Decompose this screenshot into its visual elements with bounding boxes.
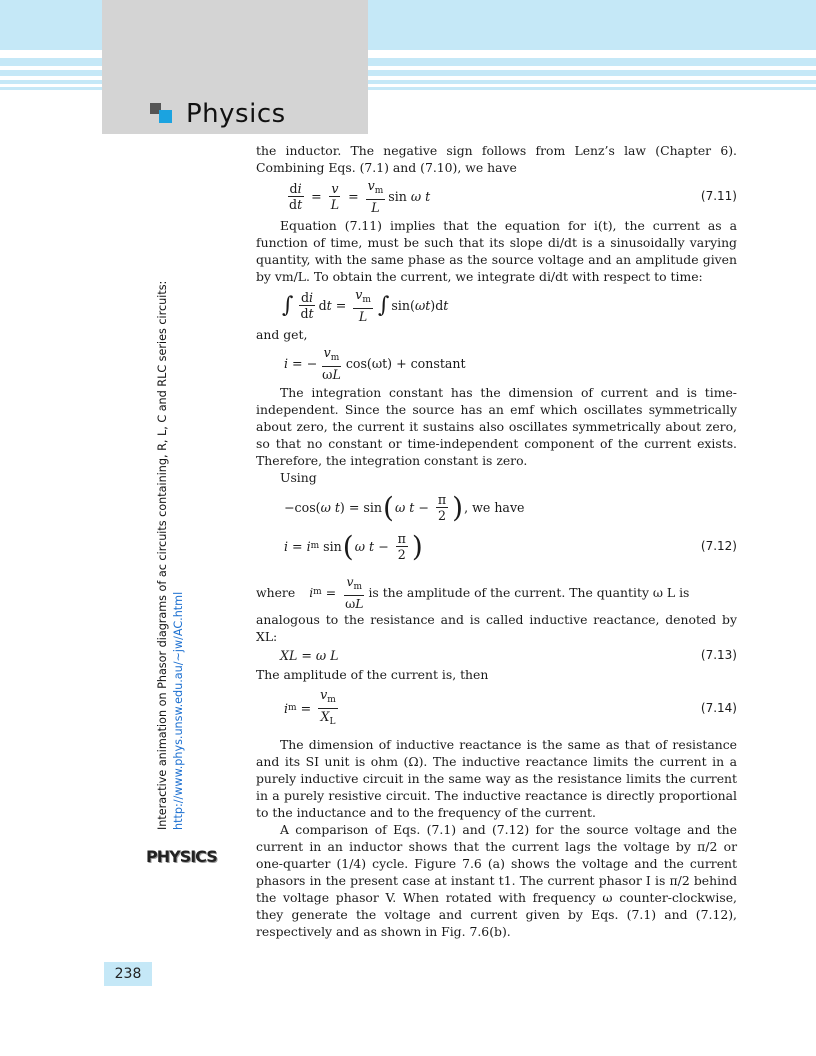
- sidebar-link[interactable]: http://www.phys.unsw.edu.au/~jw/AC.html: [172, 591, 185, 830]
- paragraph: The amplitude of the current is, then: [256, 667, 489, 682]
- equation-text: cos(ωt) + constant: [345, 356, 466, 371]
- equation-7-13: [256, 647, 737, 664]
- equation-number: (7.14): [700, 701, 737, 715]
- main-text: [256, 142, 737, 940]
- sidebar-note: [155, 210, 187, 830]
- sidebar-note-text: Interactive animation on Phasor diagrams of ac circuits containing, R, L, C and RLC series circuits:: [156, 280, 169, 830]
- physics-logo: PHYSICS: [146, 847, 217, 866]
- equation-7-11: $\frac{di}{dt}$ = $\frac{v}{L}$ = $\frac{v_m}{L}$ sin ω t (7.11): [289, 178, 737, 215]
- paragraph: The integration constant has the dimension of current and is time-independent. Since the source has an emf which oscillates symmetrically about zero, the current it sustains also oscillates symmetrically about zero, so that no constant or time-independent component of the current exists. Therefore, the integration constant is zero.: [256, 385, 737, 468]
- equation-current-const: i = − $\frac{v_m}{\omega L}$ cos(ωt) + constant: [284, 345, 466, 382]
- equation-text: XL = ω L: [280, 648, 339, 663]
- equation-number: (7.12): [700, 539, 737, 553]
- paragraph: and get,: [256, 327, 308, 342]
- page-number: 238: [104, 962, 152, 986]
- paragraph: Equation (7.11) implies that the equation for i(t), the current as a function of time, must be such that its slope di/dt is a sinusoidally varying quantity, with the same phase as the source voltage and an amplitude given by vm/L. To obtain the current, we integrate di/dt with respect to time:: [256, 218, 737, 284]
- where-tail: is the amplitude of the current. The quantity ω L is: [368, 585, 690, 600]
- equation-7-12: i = i m sin ( ω t − $\frac{\pi}{2}$ ) (7.12): [284, 529, 737, 563]
- equation-integral: ∫ $\frac{di}{dt}$ dt = $\frac{v_m}{L}$ ∫ sin(ωt)dt: [282, 287, 449, 324]
- paragraph: the inductor. The negative sign follows from Lenz’s law (Chapter 6). Combining Eqs. (7.1) and (7.10), we have: [256, 143, 737, 175]
- we-have-text: , we have: [464, 500, 525, 515]
- equation-number: (7.11): [700, 189, 737, 203]
- where-word: where: [256, 585, 296, 600]
- where-line: where i m = $\frac{v_m}{\omega L}$ is the amplitude of the current. The quantity ω L is: [256, 574, 737, 611]
- equation-7-14: i m = $\frac{v_m}{X_L}$ (7.14): [284, 687, 737, 727]
- paragraph: analogous to the resistance and is called inductive reactance, denoted by XL:: [256, 612, 737, 644]
- cube-accent-icon: [159, 110, 172, 123]
- paragraph: The dimension of inductive reactance is the same as that of resistance and its SI unit is ohm (Ω). The inductive reactance limits the current in a purely inductive circuit in the same way as the resistance limits the current in a purely resistive circuit. The inductive reactance is directly proportional to the inductance and to the frequency of the current.: [256, 737, 737, 820]
- paragraph: A comparison of Eqs. (7.1) and (7.12) for the source voltage and the current in an inductor shows that the current lags the voltage by π/2 or one-quarter (1/4) cycle. Figure 7.6 (a) shows the voltage and the current phasors in the present case at instant t1. The current phasor I is π/2 behind the voltage phasor V. When rotated with frequency ω counter-clockwise, they generate the voltage and current given by Eqs. (7.1) and (7.12), respectively and as shown in Fig. 7.6(b).: [256, 822, 737, 939]
- equation-number: (7.13): [700, 648, 737, 662]
- paragraph: Using: [280, 470, 317, 485]
- equation-cos-sin: −cos(ω t) = sin ( ω t − $\frac{\pi}{2}$ ) , we have: [284, 490, 525, 524]
- chapter-title: Physics: [186, 99, 286, 129]
